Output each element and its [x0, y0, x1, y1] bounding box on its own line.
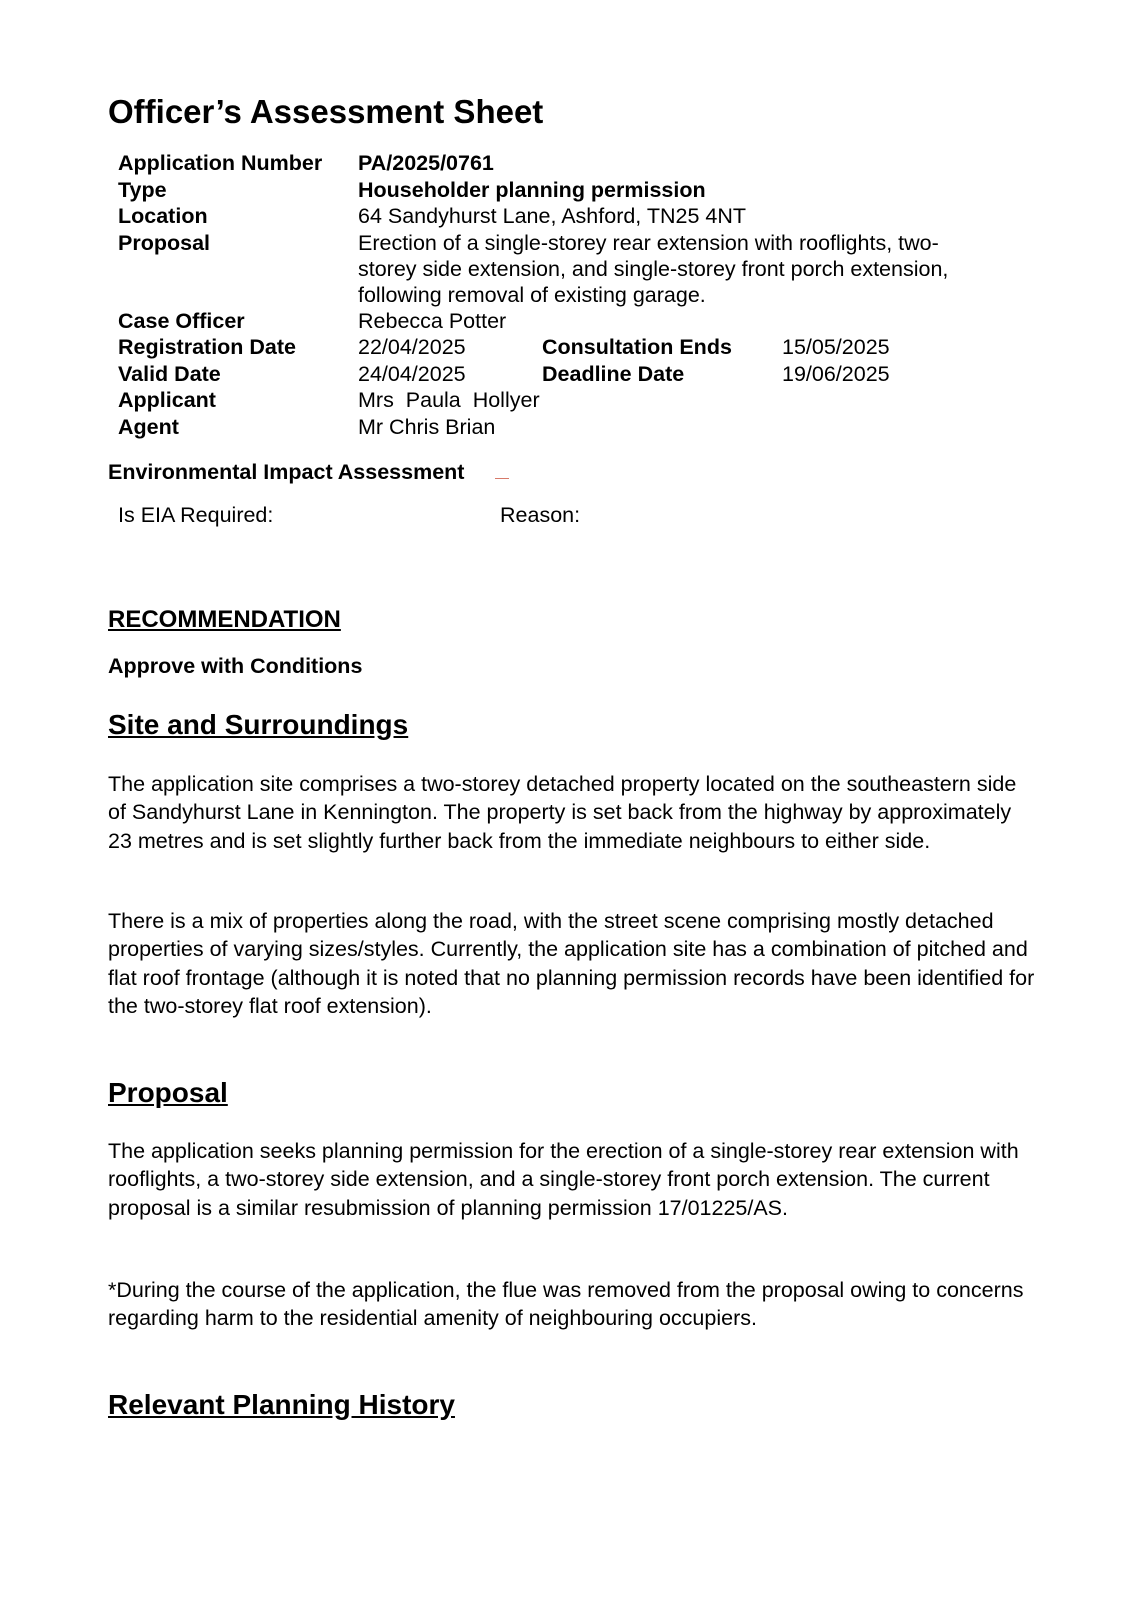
proposal-line: following removal of existing garage.: [358, 282, 706, 307]
deadline-date-label: Deadline Date: [542, 361, 685, 386]
site-surroundings-heading: Site and Surroundings: [108, 709, 409, 740]
applicant-row: [118, 387, 1038, 414]
deadline-date-value: 19/06/2025: [782, 361, 890, 386]
registration-date-row: [118, 334, 1038, 361]
registration-date-label: Registration Date: [118, 335, 297, 359]
site-paragraph: There is a mix of properties along the road, with the street scene comprising mostly detached properties of varying sizes/styles. Currently, the application site has a combination of pitched and flat roof frontage (although it is noted that no planning permission records have been identified for the two-storey flat roof extension).: [108, 909, 1035, 1018]
recommendation-heading: RECOMMENDATION: [108, 606, 341, 633]
proposal-value: [358, 230, 1038, 308]
proposal-line: Erection of a single-storey rear extension with rooflights, two-: [358, 230, 939, 255]
type-value: Householder planning permission: [358, 177, 706, 202]
valid-date-label: Valid Date: [118, 361, 221, 386]
eia-heading: Environmental Impact Assessment: [108, 460, 465, 484]
recommendation-value: Approve with Conditions: [108, 654, 363, 678]
case-officer-value: Rebecca Potter: [358, 308, 507, 333]
application-number-label: Application Number: [118, 151, 323, 175]
agent-label: Agent: [118, 414, 179, 439]
proposal-paragraph: The application seeks planning permission for the erection of a single-storey rear extension with rooflights, a two-storey side extension, and a single-storey front porch extension. The current proposal is a similar resubmission of planning permission 17/01225/AS.: [108, 1139, 1019, 1220]
case-officer-label: Case Officer: [118, 308, 245, 333]
application-details: [118, 150, 1038, 440]
type-label: Type: [118, 177, 167, 202]
eia-mark: [495, 478, 509, 479]
proposal-row: [118, 230, 1038, 308]
valid-date-value: 24/04/2025: [358, 361, 466, 386]
valid-date-row: [118, 361, 1038, 388]
consultation-ends-label: Consultation Ends: [542, 335, 732, 359]
consultation-ends-value: 15/05/2025: [782, 335, 890, 359]
page-title: Officer’s Assessment Sheet: [108, 93, 544, 130]
site-paragraph: The application site comprises a two-storey detached property located on the southeastern side of Sandyhurst Lane in Kennington. The property is set back from the highway by approximately 23 metres and is set slightly further back from the immediate neighbours to either side.: [108, 772, 1017, 853]
proposal-label: Proposal: [118, 230, 210, 255]
proposal-paragraph: *During the course of the application, the flue was removed from the proposal owing to concerns regarding harm to the residential amenity of neighbouring occupiers.: [108, 1278, 1024, 1331]
proposal-line: storey side extension, and single-storey front porch extension,: [358, 256, 949, 281]
eia-required-label: Is EIA Required:: [118, 503, 274, 527]
eia-reason-label: Reason:: [500, 503, 581, 527]
applicant-value: Mrs Paula Hollyer: [358, 388, 540, 412]
registration-date-value: 22/04/2025: [358, 335, 466, 359]
proposal-heading: Proposal: [108, 1077, 228, 1108]
agent-value: Mr Chris Brian: [358, 414, 496, 439]
location-row: [118, 203, 1038, 230]
planning-history-heading: Relevant Planning History: [108, 1389, 455, 1420]
case-officer-row: [118, 308, 1038, 335]
applicant-label: Applicant: [118, 388, 216, 412]
application-number-row: [118, 150, 1038, 177]
agent-row: [118, 414, 1038, 441]
location-label: Location: [118, 204, 208, 228]
type-row: [118, 177, 1038, 204]
location-value: 64 Sandyhurst Lane, Ashford, TN25 4NT: [358, 204, 747, 228]
application-number-value: PA/2025/0761: [358, 151, 494, 175]
